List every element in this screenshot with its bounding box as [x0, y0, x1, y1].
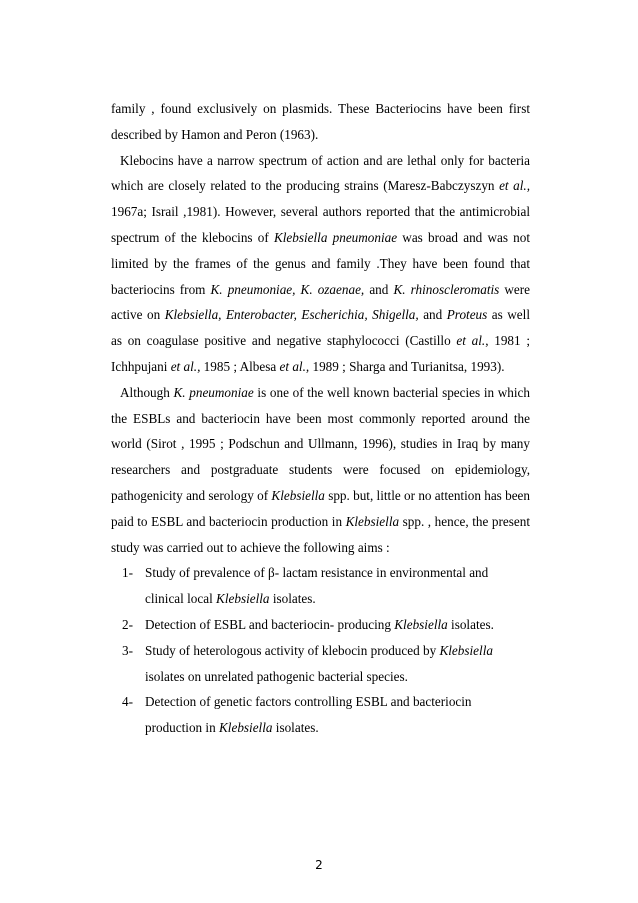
aim-text: [145, 643, 493, 684]
text-run: Detection of ESBL and bacteriocin- producing: [145, 616, 395, 632]
aim-item: [111, 612, 530, 638]
text-run: isolates on unrelated pathogenic bacterial species.: [145, 668, 408, 684]
text-run: family , found exclusively on plasmids. These Bacteriocins have been first described by Hamon and Peron (1963).: [111, 101, 530, 142]
italic-text-run: Klebsiella pneumoniae: [273, 229, 398, 245]
text-run: were active on: [111, 281, 531, 323]
italic-text-run: Klebsiella: [439, 642, 493, 658]
italic-text-run: Klebsiella: [219, 720, 273, 736]
italic-text-run: K. pneumoniae, K. ozaenae,: [210, 281, 365, 297]
aim-item: [111, 638, 530, 690]
text-run: , 1981 ; Ichhpujani: [111, 333, 530, 374]
page-number: 2: [315, 858, 323, 872]
italic-text-run: Klebsiella: [394, 616, 448, 632]
aim-text: [145, 694, 472, 735]
italic-text-run: Klebsiella: [345, 513, 400, 529]
italic-text-run: K. pneumoniae: [173, 384, 254, 400]
italic-text-run: Klebsiella: [216, 591, 270, 607]
text-run: is one of the well known bacterial species in which the ESBLs and bacteriocin have been most commonly reported around the world (Sirot , 1995 ; Podschun and Ullmann, 1996), studies in Iraq by many researchers and postgraduate students were focused on epidemiology, pathogenicity and serology of: [111, 384, 530, 503]
text-run: isolates.: [269, 591, 316, 607]
text-run: Study of heterologous activity of klebocin produced by: [145, 642, 440, 658]
aim-text: [145, 565, 488, 606]
italic-text-run: K. rhinoscleromatis: [393, 281, 500, 297]
paragraph-plasmid-intro: [111, 96, 530, 148]
aim-number: 2-: [122, 616, 133, 632]
text-run: Although: [120, 384, 174, 400]
text-run: spp. , hence, the present study was carried out to achieve the following aims :: [111, 513, 530, 555]
italic-text-run: Klebsiella: [271, 487, 325, 503]
aim-number: 4-: [122, 694, 133, 710]
italic-text-run: et al.: [456, 333, 486, 349]
aim-number: 3-: [122, 642, 133, 658]
aim-number: 1-: [122, 565, 133, 581]
aim-item: [111, 560, 530, 612]
italic-text-run: et al.,: [170, 358, 201, 374]
text-run: spp. but, little or no attention has been paid to ESBL and bacteriocin production in: [111, 487, 531, 529]
aim-item: [111, 689, 530, 741]
aims-list: [111, 560, 530, 741]
text-run: isolates.: [272, 720, 319, 736]
aim-text: [145, 617, 494, 632]
text-run: 1985 ; Albesa: [200, 358, 280, 374]
text-run: and: [418, 307, 447, 323]
text-run: isolates.: [447, 616, 494, 632]
text-run: Detection of genetic factors controlling ESBL and bacteriocin production in: [145, 694, 472, 736]
text-run: as well as on coagulase positive and negative staphylococci (Castillo: [111, 307, 530, 349]
italic-text-run: et al.,: [279, 358, 310, 374]
text-run: 1967a; Israil ,1981). However, several authors reported that the antimicrobial spectrum of the klebocins of: [111, 204, 530, 245]
text-run: Study of prevalence of β- lactam resistance in environmental and clinical local: [145, 565, 489, 607]
italic-text-run: et al.,: [499, 178, 530, 194]
italic-text-run: Klebsiella, Enterobacter, Escherichia, Shigella,: [164, 307, 419, 323]
italic-text-run: Proteus: [446, 307, 488, 323]
paragraph-study-rationale: [111, 380, 530, 561]
text-run: was broad and was not limited by the frames of the genus and family .They have been found that bacteriocins from: [111, 229, 531, 297]
text-run: Klebocins have a narrow spectrum of action and are lethal only for bacteria which are closely related to the producing strains (Maresz-Babczyszyn: [111, 152, 530, 194]
text-run: 1989 ; Sharga and Turianitsa, 1993).: [309, 358, 505, 374]
document-body: [111, 96, 530, 741]
paragraph-klebocin-spectrum: [111, 148, 530, 380]
text-run: and: [364, 281, 394, 297]
